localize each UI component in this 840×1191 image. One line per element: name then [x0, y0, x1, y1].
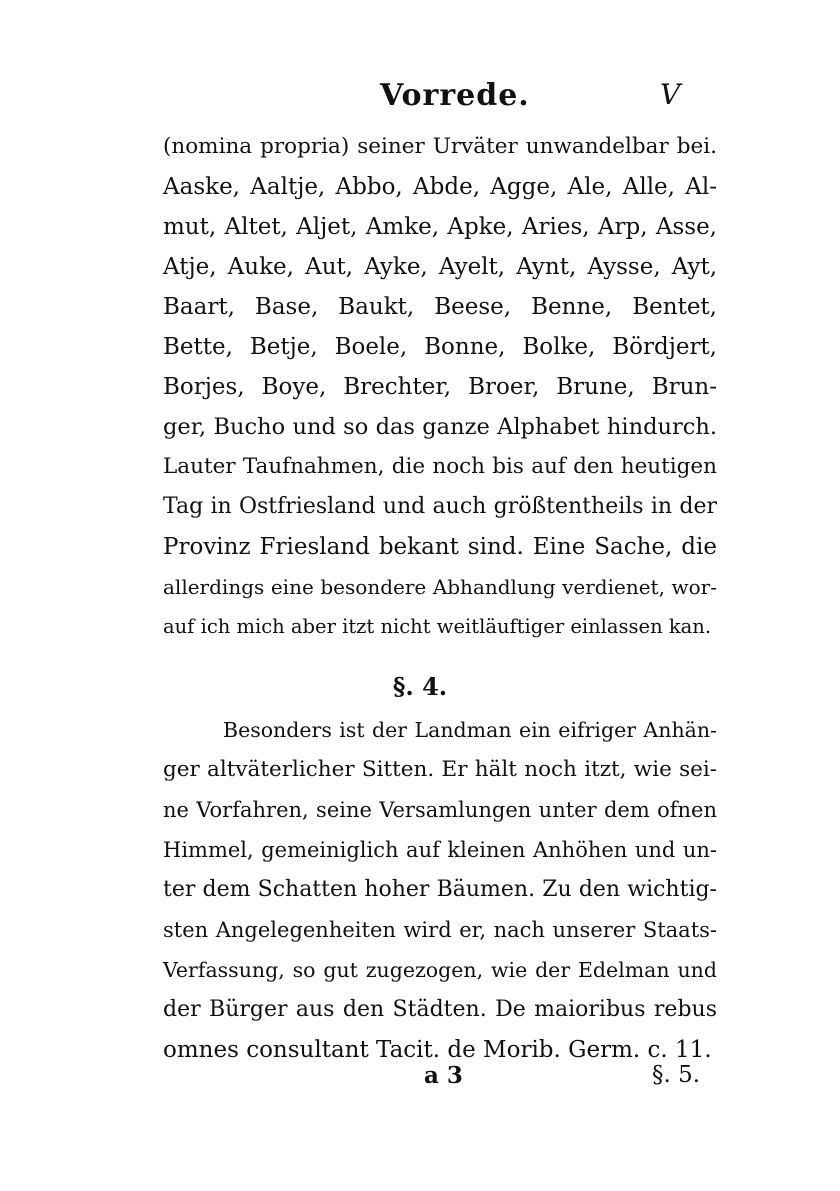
signature-mark: a 3: [424, 1062, 463, 1089]
paragraph-customs: [163, 710, 717, 1070]
paragraph-name-list: [163, 127, 717, 647]
text-line: Lauter Taufnahmen, die noch bis auf den heutigen: [163, 454, 717, 479]
section-heading: §. 4.: [392, 672, 448, 701]
text-line: ger, Bucho und so das ganze Alphabet hindurch.: [163, 414, 717, 440]
catchword: §. 5.: [652, 1062, 701, 1088]
text-line: Baart, Base, Baukt, Beese, Benne, Bentet,: [163, 294, 717, 320]
text-line: Bette, Betje, Boele, Bonne, Bolke, Bördjert,: [163, 334, 717, 360]
text-line: ne Vorfahren, seine Versamlungen unter dem ofnen: [163, 798, 717, 822]
text-line: Aaske, Aaltje, Abbo, Abde, Agge, Ale, Alle, Al-: [163, 174, 717, 200]
text-line: Tag in Ostfriesland und auch größtentheils in der: [163, 494, 717, 519]
text-line: Provinz Friesland bekant sind. Eine Sache, die: [163, 534, 717, 560]
text-line: sten Angelegenheiten wird er, nach unserer Staats-: [163, 918, 717, 942]
text-line: omnes consultant Tacit. de Morib. Germ. c. 11.: [163, 1037, 712, 1063]
text-line: Besonders ist der Landman ein eifriger Anhän-: [223, 718, 717, 742]
text-line: Atje, Auke, Aut, Ayke, Ayelt, Aynt, Aysse, Ayt,: [163, 254, 717, 280]
page-header: [0, 70, 840, 120]
text-line: Verfassung, so gut zugezogen, wie der Edelman und: [163, 958, 717, 982]
text-line: mut, Altet, Aljet, Amke, Apke, Aries, Arp, Asse,: [163, 214, 717, 240]
text-line: Borjes, Boye, Brechter, Broer, Brune, Brun-: [163, 374, 717, 400]
text-line: ger altväterlicher Sitten. Er hält noch itzt, wie sei-: [163, 757, 717, 782]
text-line: allerdings eine besondere Abhandlung verdienet, wor-: [163, 575, 717, 599]
text-line: Himmel, gemeiniglich auf kleinen Anhöhen und un-: [163, 838, 717, 862]
text-line: auf ich mich aber itzt nicht weitläuftiger einlassen kan.: [163, 615, 712, 638]
page-number: V: [660, 78, 681, 111]
text-line: (nomina propria) seiner Urväter unwandelbar bei.: [163, 134, 717, 159]
text-line: der Bürger aus den Städten. De maioribus rebus: [163, 997, 717, 1022]
running-title: Vorrede.: [380, 78, 530, 113]
text-line: ter dem Schatten hoher Bäumen. Zu den wichtig-: [163, 877, 717, 902]
